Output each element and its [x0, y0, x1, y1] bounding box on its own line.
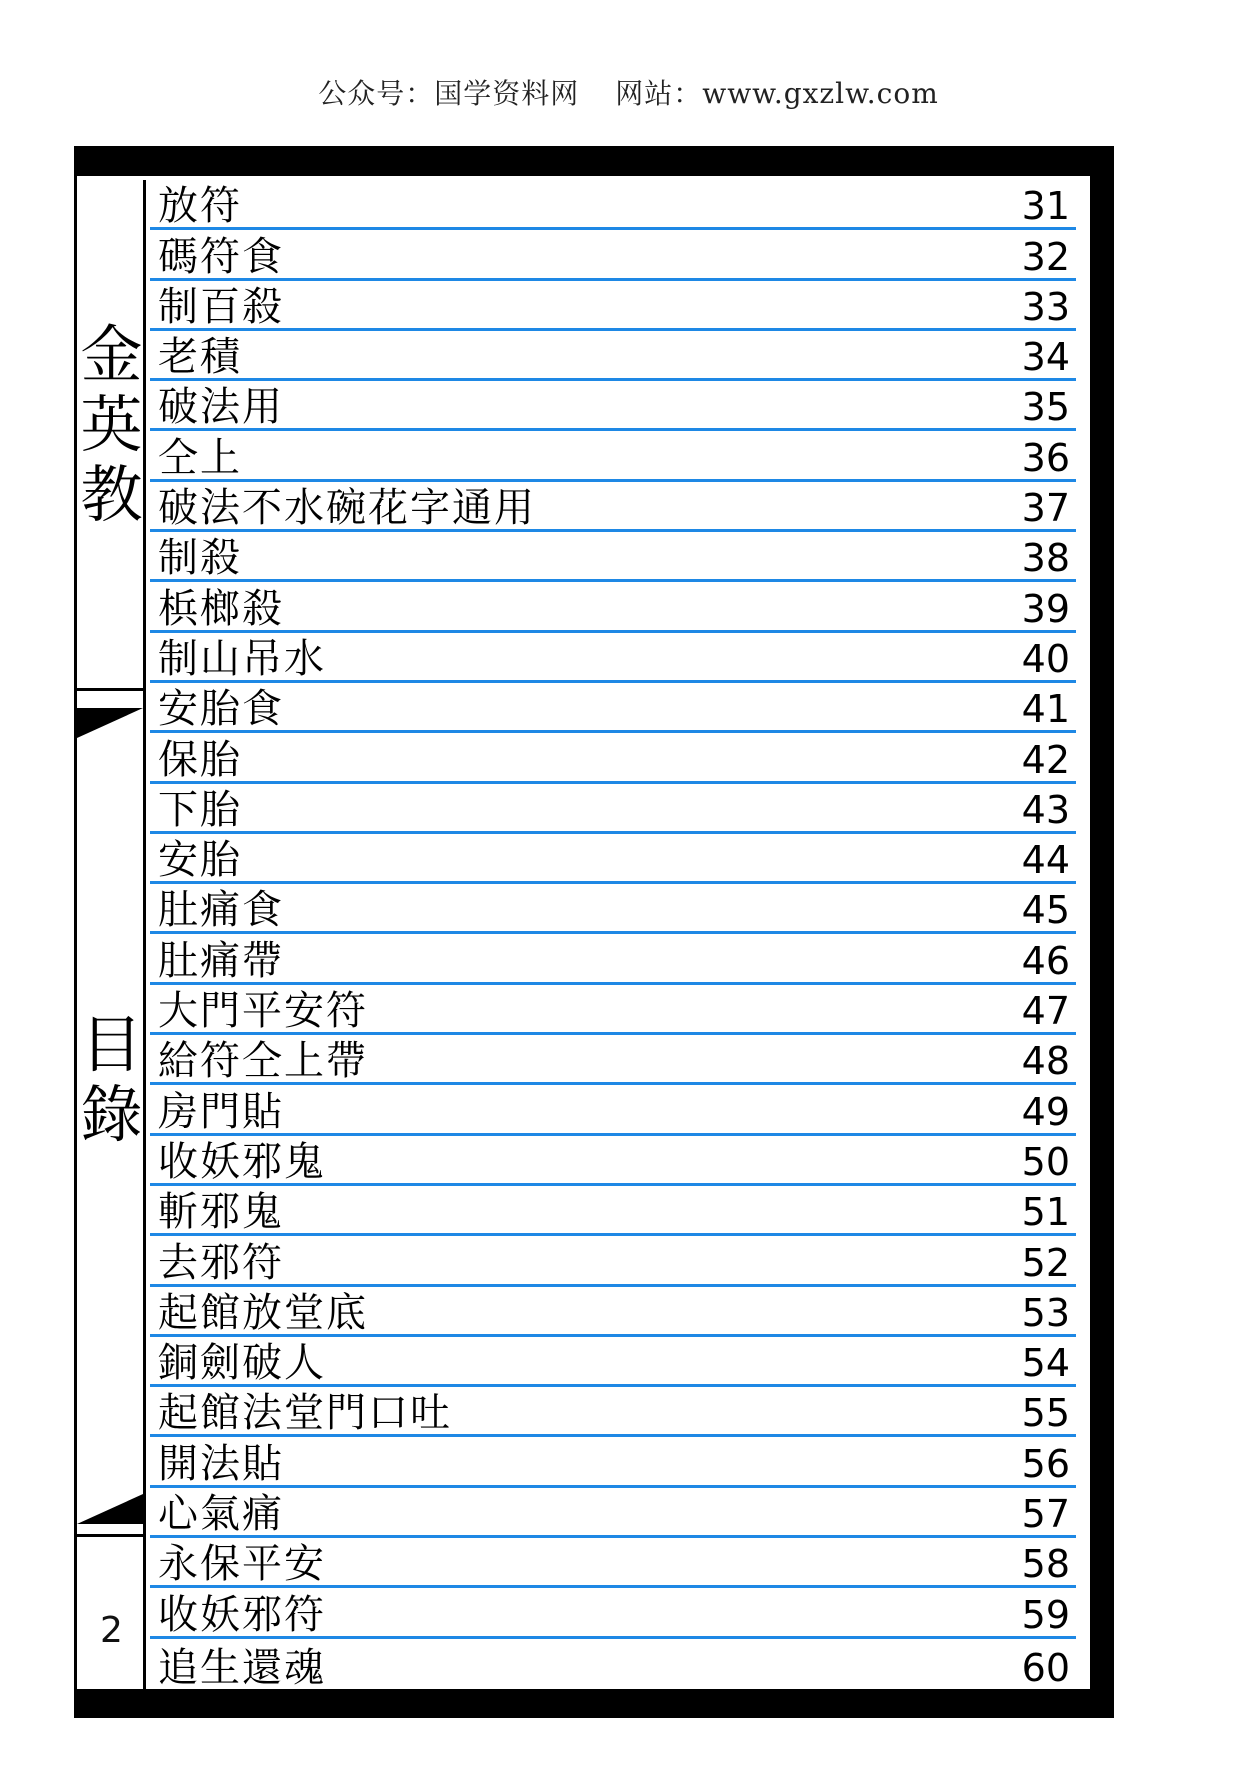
divider [77, 1534, 146, 1537]
toc-row [150, 180, 1076, 230]
fishtail-top [77, 708, 143, 738]
toc-page: 34 [1021, 335, 1070, 380]
divider [77, 688, 146, 691]
toc-title: 安胎食 [158, 686, 284, 733]
toc-row [150, 1085, 1076, 1135]
toc-page: 42 [1021, 737, 1070, 782]
toc-page: 32 [1021, 234, 1070, 279]
header-wechat: 公众号：国学资料网 [318, 77, 580, 110]
toc-page: 31 [1021, 184, 1070, 229]
toc-row [150, 1236, 1076, 1286]
toc-row [150, 733, 1076, 783]
toc-title: 房門貼 [158, 1088, 284, 1135]
toc-row [150, 230, 1076, 280]
toc-title: 制百殺 [158, 283, 284, 330]
toc-page: 36 [1021, 435, 1070, 480]
toc-page: 39 [1021, 586, 1070, 631]
toc-page: 54 [1021, 1341, 1070, 1386]
toc-title: 制殺 [158, 535, 242, 582]
page-header [0, 72, 1257, 112]
toc-title: 開法貼 [158, 1440, 284, 1487]
toc-row [150, 281, 1076, 331]
toc-row [150, 482, 1076, 532]
toc-row [150, 1488, 1076, 1538]
toc-page: 48 [1021, 1039, 1070, 1084]
toc-row [150, 633, 1076, 683]
toc-page: 57 [1021, 1492, 1070, 1537]
section-title: 目 錄 [80, 1008, 143, 1151]
toc-row [150, 331, 1076, 381]
toc-row [150, 1287, 1076, 1337]
toc-row [150, 431, 1076, 481]
toc-page: 50 [1021, 1139, 1070, 1184]
toc-page: 51 [1021, 1190, 1070, 1235]
toc-page: 55 [1021, 1391, 1070, 1436]
toc-row [150, 784, 1076, 834]
toc-page: 37 [1021, 486, 1070, 531]
toc-title: 下胎 [158, 786, 242, 833]
toc-page: 58 [1021, 1542, 1070, 1587]
toc-row [150, 532, 1076, 582]
toc-title: 肚痛食 [158, 887, 284, 934]
toc-row [150, 1387, 1076, 1437]
toc-list [150, 180, 1076, 1689]
toc-title: 肚痛帶 [158, 937, 284, 984]
book-title: 金 英 教 [80, 318, 143, 531]
toc-row [150, 683, 1076, 733]
toc-page: 43 [1021, 787, 1070, 832]
toc-page: 49 [1021, 1089, 1070, 1134]
toc-page: 47 [1021, 989, 1070, 1034]
toc-page: 38 [1021, 536, 1070, 581]
toc-title: 破法用 [158, 384, 284, 431]
toc-row [150, 985, 1076, 1035]
toc-title: 銅劍破人 [158, 1340, 326, 1387]
page-number: 2 [100, 1610, 123, 1651]
toc-title: 碼符食 [158, 233, 284, 280]
toc-page: 45 [1021, 888, 1070, 933]
toc-page: 52 [1021, 1240, 1070, 1285]
toc-page: 59 [1021, 1592, 1070, 1637]
toc-title: 收妖邪符 [158, 1591, 326, 1638]
toc-title: 心氣痛 [158, 1491, 284, 1538]
toc-page: 41 [1021, 687, 1070, 732]
toc-title: 永保平安 [158, 1541, 326, 1588]
side-column [77, 180, 146, 1692]
toc-title: 破法不水碗花字通用 [158, 485, 536, 532]
toc-title: 收妖邪鬼 [158, 1138, 326, 1185]
toc-row [150, 1136, 1076, 1186]
toc-title: 斬邪鬼 [158, 1189, 284, 1236]
toc-page: 40 [1021, 636, 1070, 681]
toc-title: 大門平安符 [158, 988, 368, 1035]
toc-row [150, 1035, 1076, 1085]
toc-row [150, 1437, 1076, 1487]
toc-page: 35 [1021, 385, 1070, 430]
toc-title: 制山吊水 [158, 635, 326, 682]
toc-row [150, 1186, 1076, 1236]
toc-row [150, 934, 1076, 984]
toc-page: 44 [1021, 838, 1070, 883]
toc-title: 保胎 [158, 736, 242, 783]
toc-title: 去邪符 [158, 1239, 284, 1286]
toc-row [150, 1337, 1076, 1387]
fishtail-bottom [77, 1494, 143, 1524]
toc-title: 仝上 [158, 434, 242, 481]
toc-title: 起館放堂底 [158, 1289, 368, 1336]
toc-page: 53 [1021, 1290, 1070, 1335]
toc-title: 給符仝上帶 [158, 1038, 368, 1085]
toc-row [150, 582, 1076, 632]
toc-page: 46 [1021, 938, 1070, 983]
toc-title: 梹榔殺 [158, 585, 284, 632]
toc-title: 老積 [158, 334, 242, 381]
toc-row [150, 1538, 1076, 1588]
toc-row [150, 1588, 1076, 1638]
toc-page: 33 [1021, 284, 1070, 329]
toc-row [150, 884, 1076, 934]
toc-row [150, 381, 1076, 431]
toc-title: 放符 [158, 183, 242, 230]
toc-row [150, 834, 1076, 884]
toc-page: 56 [1021, 1441, 1070, 1486]
toc-title: 起館法堂門口吐 [158, 1390, 452, 1437]
toc-page: 60 [1021, 1645, 1070, 1690]
header-website: 网站：www.gxzlw.com [615, 77, 939, 110]
toc-title: 安胎 [158, 837, 242, 884]
toc-row [150, 1639, 1076, 1689]
toc-title: 追生還魂 [158, 1644, 326, 1691]
